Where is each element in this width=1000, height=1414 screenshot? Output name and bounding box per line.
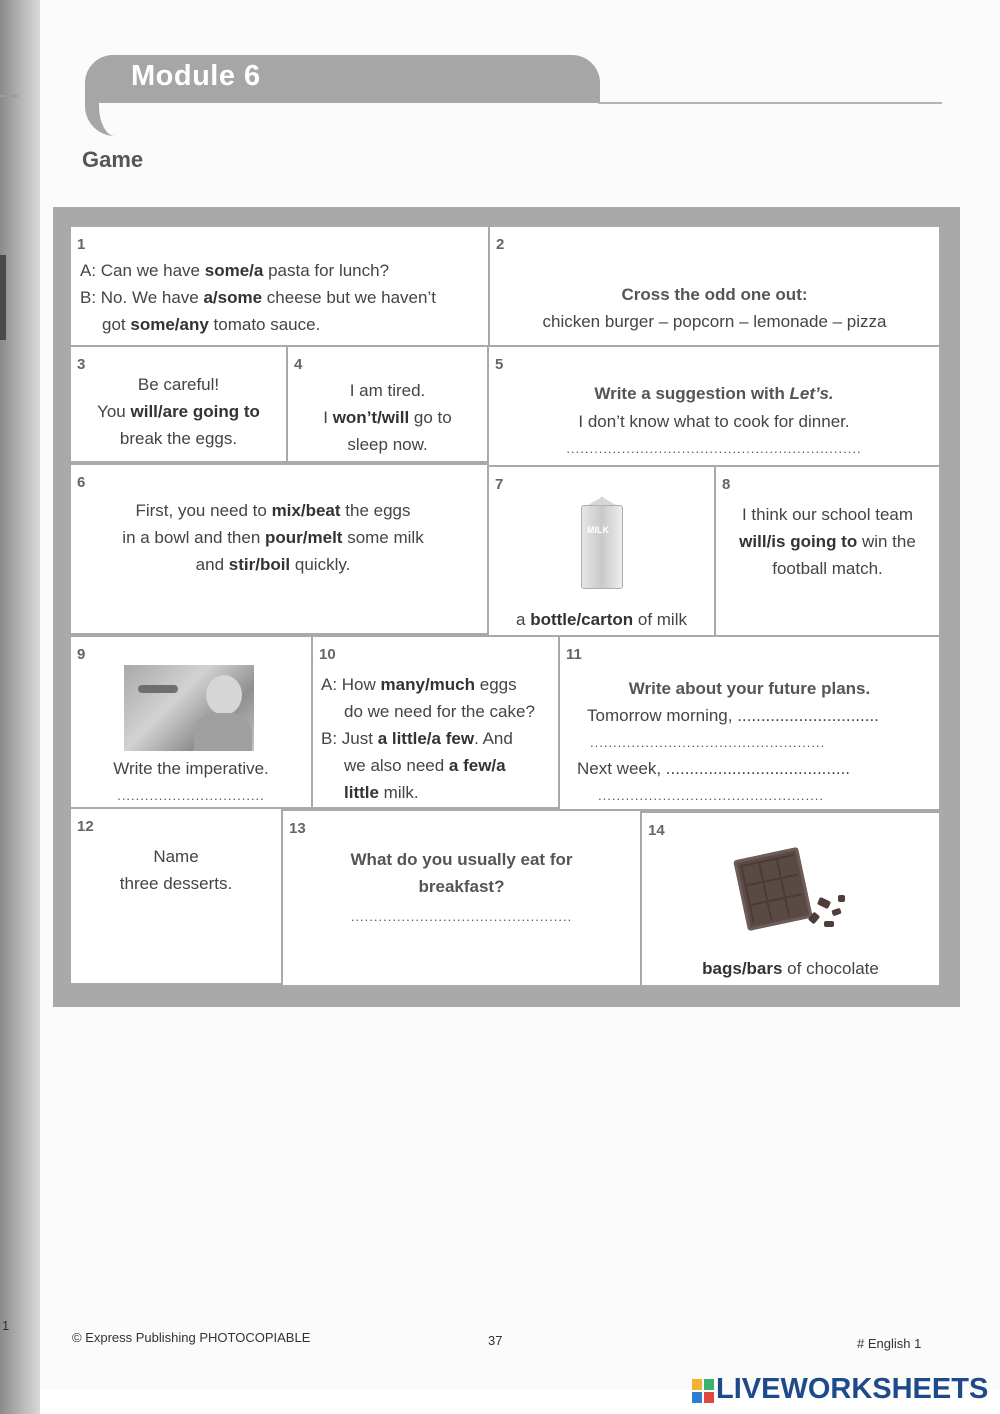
answer-choice[interactable]: bags/bars	[702, 959, 783, 978]
section-title: Game	[82, 147, 144, 172]
module-title: Module 6	[131, 60, 261, 92]
answer-choice[interactable]: some/a	[204, 261, 264, 280]
text: go to	[409, 408, 452, 427]
game-cell-12	[71, 809, 281, 983]
game-cell-9	[71, 637, 311, 807]
series-name: # English 1	[857, 1336, 922, 1351]
cell-number: 13	[289, 820, 306, 837]
text: of chocolate	[782, 959, 879, 978]
text: do we need for the cake?	[344, 702, 535, 721]
answer-line[interactable]: ...................................................	[590, 735, 826, 750]
game-cell-6	[71, 465, 487, 633]
answer-line[interactable]: .................................................	[598, 788, 824, 803]
game-cell-3	[71, 347, 286, 461]
cell-number: 3	[77, 356, 86, 373]
text: I don’t know what to cook for dinner.	[578, 412, 850, 431]
game-board	[53, 207, 960, 1007]
cell-number: 14	[648, 822, 665, 839]
text: A: Can we have	[80, 261, 205, 280]
girl-face	[206, 675, 242, 715]
cell-heading: breakfast?	[418, 877, 505, 896]
text: some milk	[342, 528, 424, 547]
answer-choice[interactable]: many/much	[380, 675, 476, 694]
tap	[138, 685, 178, 693]
answer-choice[interactable]: stir/boil	[228, 555, 291, 574]
text: Write the imperative.	[113, 759, 269, 778]
cell-number: 8	[722, 476, 731, 493]
game-cell-5	[489, 347, 939, 465]
cell-number: 11	[566, 646, 582, 663]
cell-heading: What do you usually eat for	[350, 850, 573, 869]
text: cheese but we haven’t	[262, 288, 436, 307]
cell-heading: Cross the odd one out:	[621, 285, 808, 304]
game-cell-7	[489, 467, 714, 635]
answer-choice[interactable]: will/are going to	[130, 402, 260, 421]
cell-number: 5	[495, 356, 504, 373]
text: the eggs	[340, 501, 411, 520]
text: of milk	[633, 610, 687, 629]
text: quickly.	[290, 555, 351, 574]
text: in a bowl and then	[122, 528, 266, 547]
cell-heading: Write a suggestion with	[594, 384, 790, 403]
answer-choice[interactable]: pour/melt	[265, 528, 343, 547]
text: Be careful!	[137, 375, 220, 394]
game-cell-2	[490, 227, 939, 345]
cell-number: 2	[496, 236, 505, 253]
text: Name	[153, 847, 199, 866]
milk-carton-label: MILK	[587, 525, 609, 535]
answer-choice[interactable]: a little/a few	[377, 729, 475, 748]
answer-line[interactable]: Tomorrow morning, ..............................	[587, 706, 879, 725]
answer-choice[interactable]: some/any	[130, 315, 209, 334]
game-cell-14	[642, 813, 939, 985]
odd-one-out-list[interactable]: chicken burger – popcorn – lemonade – pizza	[542, 312, 887, 331]
header-rule	[598, 102, 942, 104]
cell-number: 1	[77, 236, 86, 253]
answer-choice[interactable]: a/some	[203, 288, 263, 307]
text: win the	[857, 532, 916, 551]
text: First, you need to	[135, 501, 272, 520]
chocolate-grid	[740, 854, 805, 924]
text: pasta for lunch?	[263, 261, 390, 280]
text: football match.	[772, 559, 883, 578]
chocolate-bar-image	[733, 847, 813, 931]
text: B: Just	[321, 729, 378, 748]
spine-mark	[0, 255, 6, 340]
text: I think our school team	[741, 505, 914, 524]
text: B: No. We have	[80, 288, 204, 307]
spine-page-number: 1	[2, 1318, 10, 1333]
cell-number: 6	[77, 474, 86, 491]
copyright: © Express Publishing PHOTOCOPIABLE	[72, 1330, 311, 1345]
chocolate-crumb	[831, 908, 842, 917]
text: we also need	[344, 756, 449, 775]
text: got	[102, 315, 131, 334]
text: A: How	[321, 675, 381, 694]
game-cell-4	[288, 347, 487, 461]
cell-number: 7	[495, 476, 504, 493]
text: milk.	[378, 783, 419, 802]
answer-choice[interactable]: bottle/carton	[530, 610, 634, 629]
text: You	[97, 402, 131, 421]
page-number: 37	[488, 1333, 503, 1348]
text: three desserts.	[119, 874, 233, 893]
spine-line	[0, 95, 18, 97]
text: break the eggs.	[119, 429, 238, 448]
text: a	[516, 610, 531, 629]
cell-number: 12	[77, 818, 94, 835]
game-cell-10	[313, 637, 558, 807]
chocolate-crumb	[817, 897, 831, 909]
game-cell-8	[716, 467, 939, 635]
girl-body	[194, 713, 252, 751]
cell-heading: Write about your future plans.	[628, 679, 871, 698]
game-cell-13	[283, 811, 640, 985]
answer-line[interactable]: ................................	[117, 788, 265, 803]
game-cell-1	[71, 227, 488, 345]
answer-line[interactable]: ................................................	[350, 909, 573, 924]
answer-choice[interactable]: little	[344, 783, 379, 802]
chocolate-crumb	[824, 921, 834, 927]
text: sleep now.	[347, 435, 428, 454]
watermark: LIVEWORKSHEETS	[716, 1373, 989, 1405]
text: eggs	[475, 675, 517, 694]
answer-choice[interactable]: will/is going to	[739, 532, 858, 551]
girl-washing-hands-photo	[124, 665, 254, 751]
liveworksheets-logo-icon	[692, 1379, 714, 1403]
text: I	[323, 408, 333, 427]
text: . And	[474, 729, 513, 748]
answer-choice[interactable]: won’t/will	[332, 408, 410, 427]
answer-choice[interactable]: mix/beat	[271, 501, 341, 520]
text: I am tired.	[349, 381, 426, 400]
game-cell-11	[560, 637, 939, 809]
cell-number: 4	[294, 356, 303, 373]
cell-heading-emphasis: Let’s.	[789, 384, 834, 403]
chocolate-crumb	[838, 895, 845, 902]
answer-line[interactable]: Next week, .......................................	[577, 759, 851, 778]
text: tomato sauce.	[208, 315, 321, 334]
text: and	[195, 555, 229, 574]
answer-line[interactable]: ................................................................	[566, 441, 862, 456]
book-spine	[0, 0, 40, 1414]
cell-number: 10	[319, 646, 336, 663]
answer-choice[interactable]: a few/a	[448, 756, 506, 775]
cell-number: 9	[77, 646, 86, 663]
